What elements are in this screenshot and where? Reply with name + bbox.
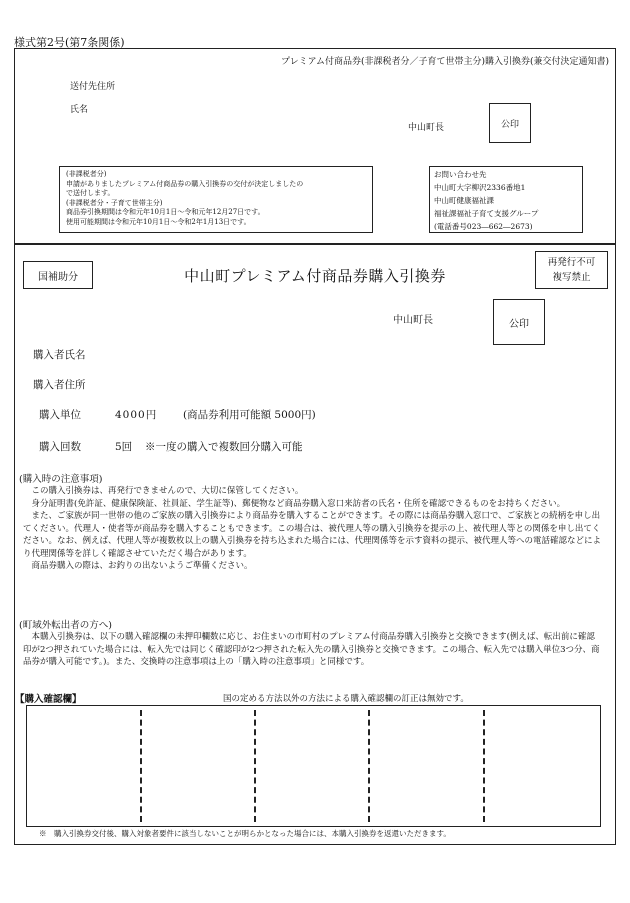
moving-notes-heading: (町域外転出者の方へ) [19,620,112,631]
contact-line: 中山町大字柳沢2336番地1 [434,183,526,192]
confirmation-grid [26,705,601,827]
note-paragraph: この購入引換券は、再発行できませんので、大切に保管してください。 [23,486,304,496]
note-paragraph: 身分証明書(免許証、健康保険証、社員証、学生証等)、郵便物など商品券購入窓口来訪者の氏名・住所を確認できるものをお持ちください。 [23,498,566,509]
contact-line: 福祉課福祉子育て支援グループ [434,209,539,218]
unit-label: 購入単位 [39,409,81,421]
contact-box [429,166,583,233]
voucher-document [14,48,616,845]
moving-notes [23,631,601,669]
stamp-divider [483,710,485,822]
subsidy-label-box: 国補助分 [23,261,93,289]
notice-line: 使用可能期間は令和元年10月1日〜令和2年1月13日です。 [66,217,251,226]
confirmation-heading: 【購入確認欄】 [15,694,82,705]
notice-line: で送付します。 [66,189,115,197]
document-title: プレミアム付商品券(非課税者分／子育て世帯主分)購入引換券(兼交付決定通知書) [280,57,609,67]
confirmation-note: 国の定める方法以外の方法による購入確認欄の訂正は無効です。 [223,694,469,704]
contact-line: お問い合わせ先 [434,170,487,179]
voucher-section [15,243,615,846]
no-copy-text: 複写禁止 [552,272,591,283]
buyer-name-label: 購入者氏名 [33,349,86,361]
footnote: ※ 購入引換券交付後、購入対象者要件に該当しないことが明らかとなった場合には、本購入引換券を返還いただきます。 [39,829,451,838]
count-note: ※一度の購入で複数回分購入可能 [145,441,303,453]
no-reissue-text: 再発行不可 [547,257,596,268]
note-paragraph: 商品券購入の際は、お釣りの出ないようご準備ください。 [23,561,253,571]
count-label: 購入回数 [39,441,81,453]
mayor-label: 中山町長 [408,123,445,133]
address-label: 送付先住所 [70,82,116,92]
voucher-title: 中山町プレミアム付商品券購入引換券 [184,267,446,285]
purchase-notes [23,485,601,573]
name-label: 氏名 [70,105,89,115]
contact-line: (電話番号023―662―2673) [434,222,533,231]
notice-box [59,166,373,233]
official-seal-box: 公印 [493,299,545,345]
contact-line: 中山町健康福祉課 [434,196,494,205]
unit-value: 4000円 [115,409,158,421]
official-seal-box: 公印 [489,103,531,143]
stamp-divider [254,710,256,822]
notice-line: 商品券引換期間は令和元年10月1日〜令和元年12月27日です。 [66,208,265,216]
count-value: 5回 [115,441,133,453]
buyer-address-label: 購入者住所 [33,379,86,391]
notice-line: 申請がありましたプレミアム付商品券の購入引換券の交付が決定しましたの [66,179,304,188]
note-paragraph: 本購入引換券は、以下の購入確認欄の未押印欄数に応じ、お住まいの市町村のプレミアム付商品券購入引換券と交換できます(例えば、転出前に確認印が2つ押されていた場合には、転入先では同じく確認印が2つ押された転入先の購入引換券と交換できます。この場合、転入先では購入単位3つ分、商品券が購入可能です。)。また、交換時の注意事項は上の「購入時の注意事項」と同様です。 [23,632,600,667]
unit-note: (商品券利用可能額 5000円) [183,409,316,421]
note-paragraph: また、ご家族が同一世帯の他のご家族の購入引換券により商品券を購入することができます。その際には商品券購入窓口で、ご家族との続柄を申し出てください。代理人・使者等が商品券を購入することもできます。この場合は、被代理人等の購入引換券を提示の上、被代理人等との関係を申し出てください。なお、例えば、代理人等が複数枚以上の購入引換券を持ち込まれた場合には、代理関係等を示す資料の提示、被代理人等への電話確認などにより代理関係等を詳しく確認させていただく場合があります。 [23,511,602,559]
purchase-notes-heading: (購入時の注意事項) [19,474,103,485]
notice-line: (非課税者分・子育て世帯主分) [66,198,163,207]
notice-line: (非課税者分) [66,170,107,178]
form-number: 様式第2号(第7条関係) [14,36,125,49]
stamp-divider [368,710,370,822]
stamp-divider [140,710,142,822]
no-reissue-box [535,251,608,289]
mayor-label: 中山町長 [393,315,433,326]
